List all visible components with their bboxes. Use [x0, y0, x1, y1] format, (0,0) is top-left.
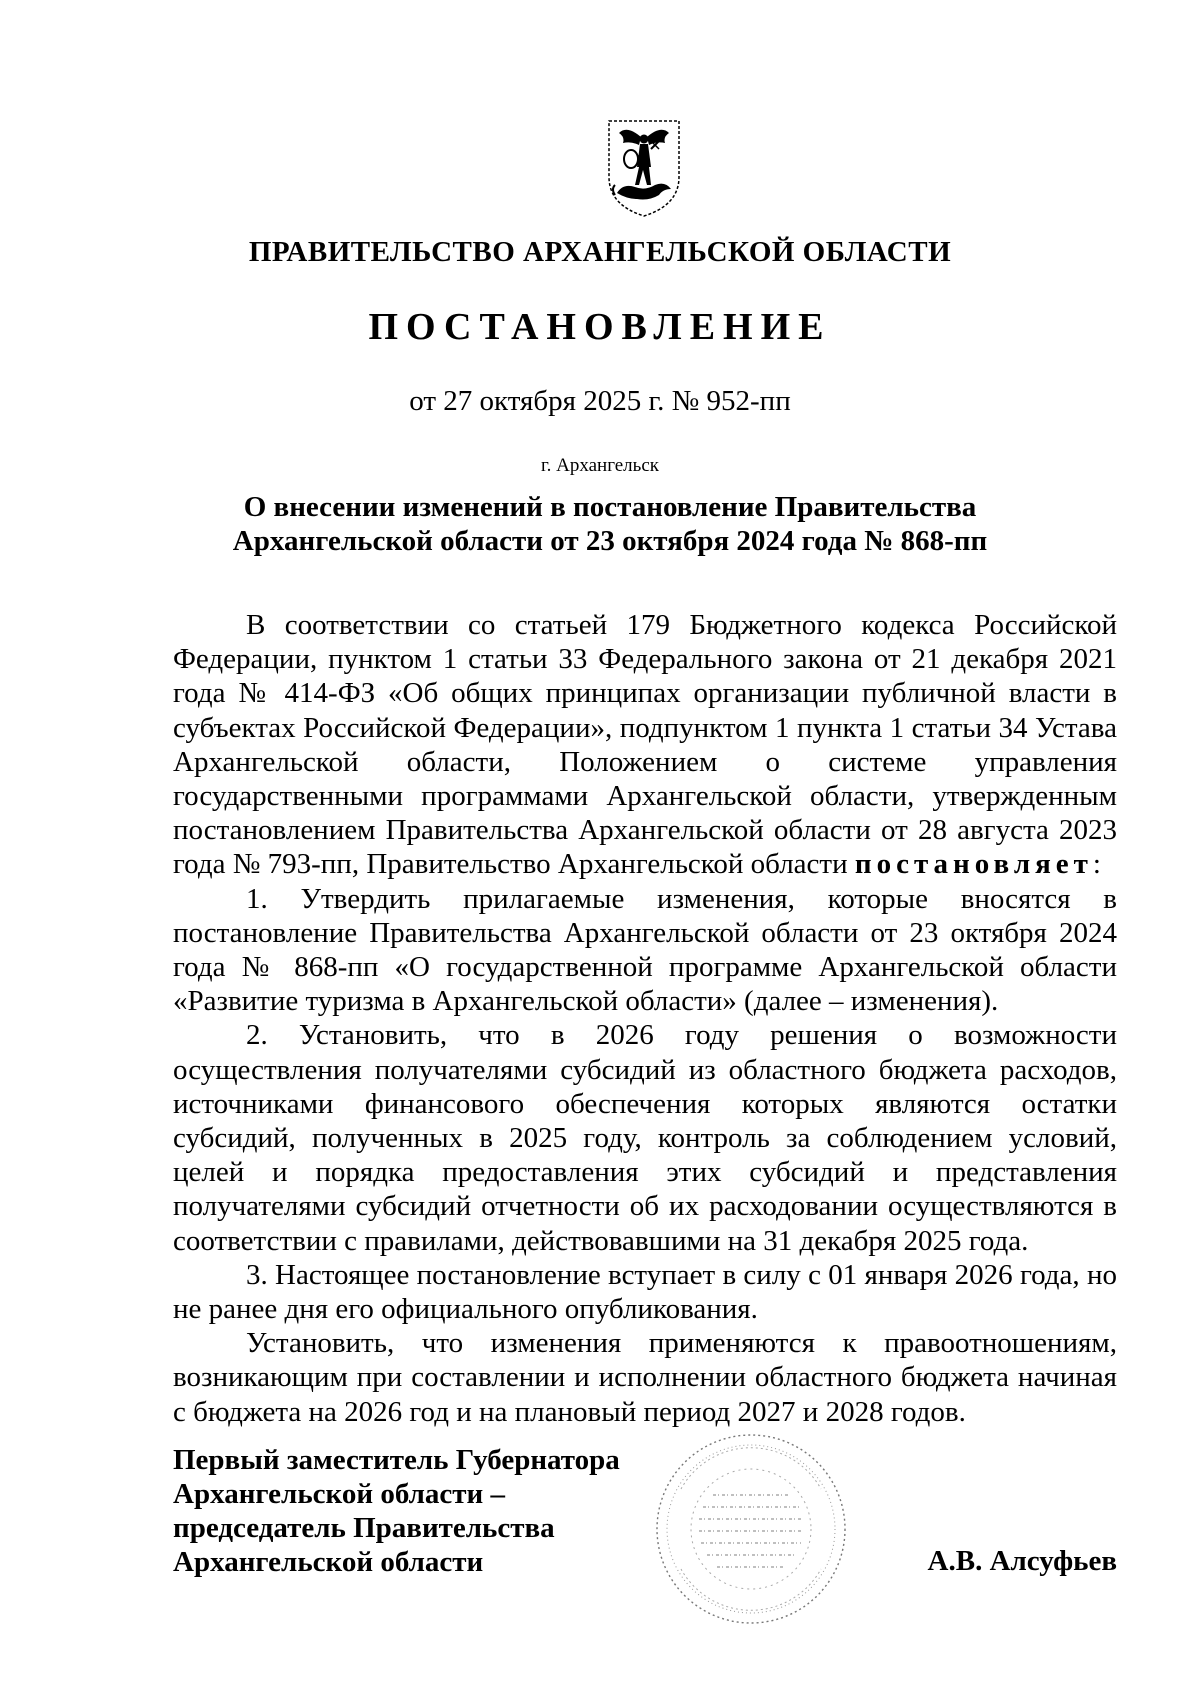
document-title: [170, 490, 1050, 558]
signer-position-line: председатель Правительства: [173, 1512, 555, 1544]
organization-name: ПРАВИТЕЛЬСТВО АРХАНГЕЛЬСКОЙ ОБЛАСТИ: [248, 236, 952, 268]
document-body: [173, 608, 1117, 1429]
paragraph-item-1: 1. Утвердить прилагаемые изменения, которые вносятся в постановление Правительства Архангельской области от 23 октября 2024 года № 868-пп «О государственной программе Архангельской области «Развитие туризма в Архангельской области» (далее – изменения).: [173, 882, 1117, 1018]
official-seal-icon: [651, 1429, 851, 1629]
archangel-coat-of-arms-icon: [601, 115, 687, 219]
paragraph-item-3: 3. Настоящее постановление вступает в силу с 01 января 2026 года, но не ранее дня его официального опубликования.: [173, 1258, 1117, 1326]
paragraph-item-2: 2. Установить, что в 2026 году решения о возможности осуществления получателями субсидий из областного бюджета расходов, источниками финансового обеспечения которых являются остатки субсидий, полученных в 2025 году, контроль за соблюдением условий, целей и порядка предоставления этих субсидий и представления получателями субсидий отчетности об их расходовании осуществляются в соответствии с правилами, действовавшими на 31 декабря 2025 года.: [173, 1019, 1117, 1257]
signer-position-line: Архангельской области –: [173, 1478, 505, 1510]
document-title-line: О внесении изменений в постановление Правительства: [243, 491, 977, 523]
document-title-line: Архангельской области от 23 октября 2024 года № 868-пп: [232, 525, 988, 557]
preamble-paragraph: [173, 608, 1117, 882]
signer-position: [173, 1443, 653, 1579]
signer-position-line: Первый заместитель Губернатора: [173, 1444, 620, 1476]
signer-name: А.В. Алсуфьев: [927, 1545, 1117, 1577]
decree-suffix: :: [1092, 848, 1101, 881]
signer-position-line: Архангельской области: [173, 1546, 484, 1578]
document-type: ПОСТАНОВЛЕНИЕ: [368, 306, 832, 348]
document-city: г. Архангельск: [540, 455, 659, 476]
paragraph-item-3-extra: Установить, что изменения применяются к правоотношениям, возникающим при составлении и исполнении областного бюджета начиная с бюджета на 2026 год и на плановый период 2027 и 2028 годов.: [173, 1327, 1117, 1428]
preamble-text: В соответствии со статьей 179 Бюджетного кодекса Российской Федерации, пунктом 1 статьи 33 Федерального закона от 21 декабря 2021 года № 414-ФЗ «Об общих принципах организации публичной власти в субъектах Российской Федерации», подпунктом 1 пункта 1 статьи 34 Устава Архангельской области, Положением о системе управления государственными программами Архангельской области, утвержденным постановлением Правительства Архангельской области от 28 августа 2023 года № 793-пп, Правительство Архангельской области: [173, 609, 1117, 881]
document-date-number: от 27 октября 2025 г. № 952-пп: [409, 385, 791, 417]
decree-word: постановляет: [854, 848, 1093, 881]
